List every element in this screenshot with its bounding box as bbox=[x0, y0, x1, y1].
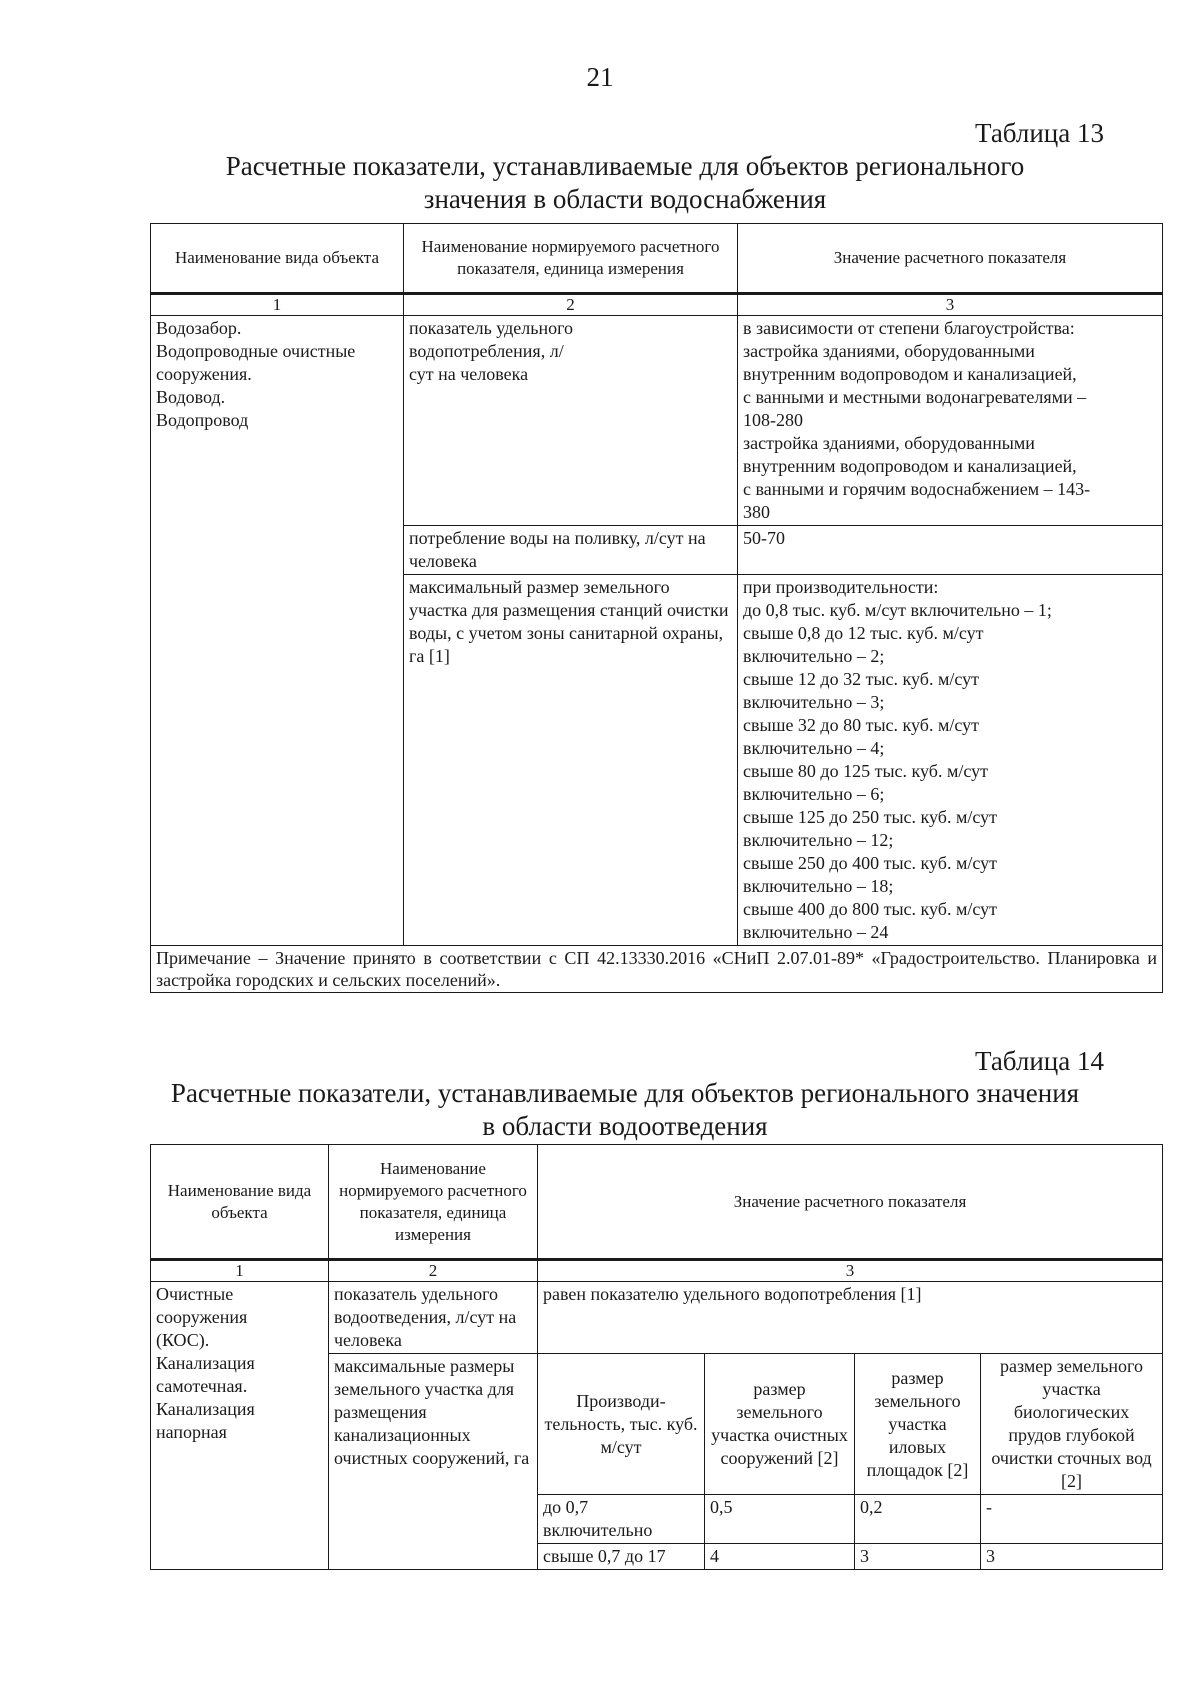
table14-title bbox=[100, 1077, 1150, 1143]
value-line: до 0,8 тыс. куб. м/сут включительно – 1; bbox=[743, 600, 1052, 620]
table13-header-object: Наименование вида объекта bbox=[151, 224, 404, 294]
table13-row2-value bbox=[738, 526, 1163, 575]
value-line: включительно – 6; bbox=[743, 784, 885, 804]
value-line: включительно – 4; bbox=[743, 738, 885, 758]
table13-title-line2: значения в области водоснабжения bbox=[423, 184, 827, 214]
table13-object-line: Водопровод bbox=[156, 410, 249, 430]
page-number: 21 bbox=[586, 62, 614, 92]
table14-subrow2-sludge-area: 3 bbox=[855, 1544, 981, 1570]
table14-row1-indicator: показатель удельного водоотведения, л/сут на человека bbox=[329, 1282, 538, 1354]
table13-object-name bbox=[151, 316, 404, 946]
table14-title-line1: Расчетные показатели, устанавливаемые для объектов регионального значения bbox=[170, 1078, 1080, 1108]
table14-colnum-2: 2 bbox=[329, 1260, 538, 1282]
table13-object-line: Водовод. bbox=[156, 387, 226, 407]
value-line: включительно – 3; bbox=[743, 692, 885, 712]
table13-colnum-2: 2 bbox=[404, 294, 738, 316]
value-line: 108-280 bbox=[743, 410, 803, 430]
table14-header-value: Значение расчетного показателя bbox=[538, 1145, 1163, 1260]
value-line: свыше 250 до 400 тыс. куб. м/сут bbox=[743, 853, 997, 873]
table14-subheader-ponds-area: размер земельного участка биологических прудов глубокой очистки сточных вод [2] bbox=[981, 1354, 1163, 1495]
table13-title bbox=[100, 150, 1150, 216]
table14-object-line: Очистные bbox=[156, 1284, 234, 1304]
table13-colnum-3: 3 bbox=[738, 294, 1163, 316]
value-line: при производительности: bbox=[743, 577, 939, 597]
table14-row1-value: равен показателю удельного водопотребления [1] bbox=[538, 1282, 1163, 1354]
value-line: застройка зданиями, оборудованными bbox=[743, 433, 1035, 453]
table13-row3-indicator: максимальный размер земельного участка для размещения станций очистки воды, с учетом зоны санитарной охраны, га [1] bbox=[404, 575, 738, 946]
value-line: внутренним водопроводом и канализацией, bbox=[743, 364, 1077, 384]
table13-object-line: сооружения. bbox=[156, 364, 252, 384]
table14-subrow2-plant-area: 4 bbox=[705, 1544, 855, 1570]
value-line: в зависимости от степени благоустройства: bbox=[743, 318, 1075, 338]
table13-row2-indicator: потребление воды на поливку, л/сут на человека bbox=[404, 526, 738, 575]
table14-header-indicator: Наименование нормируемого расчетного показателя, единица измерения bbox=[329, 1145, 538, 1260]
table14-object-line: сооружения bbox=[156, 1307, 248, 1327]
value-line: 50-70 bbox=[743, 528, 785, 548]
value-line: включительно – 12; bbox=[743, 830, 894, 850]
table14-colnum-1: 1 bbox=[151, 1260, 329, 1282]
table13-row1-indicator: показатель удельного водопотребления, л/сут на человека bbox=[404, 316, 738, 526]
table14-subheader-sludge-area: размер земельного участка иловых площадок [2] bbox=[855, 1354, 981, 1495]
table13-label: Таблица 13 bbox=[975, 118, 1104, 148]
table14-colnum-3: 3 bbox=[538, 1260, 1163, 1282]
table13-object-line: Водопроводные очистные bbox=[156, 341, 356, 361]
table14-row2-indicator: максимальные размеры земельного участка для размещения канализационных очистных сооружений, га bbox=[329, 1354, 538, 1570]
value-line: застройка зданиями, оборудованными bbox=[743, 341, 1035, 361]
table13-title-line1: Расчетные показатели, устанавливаемые для объектов регионального bbox=[225, 151, 1025, 181]
value-line: свыше 0,8 до 12 тыс. куб. м/сут bbox=[743, 623, 984, 643]
table14-title-line2: в области водоотведения bbox=[482, 1111, 768, 1141]
table14-object-line: (КОС). bbox=[156, 1330, 210, 1350]
table14-object-line: самотечная. bbox=[156, 1376, 248, 1396]
table14-subrow1-plant-area: 0,5 bbox=[705, 1495, 855, 1544]
table14-header-object: Наименование вида объекта bbox=[151, 1145, 329, 1260]
table14-subrow1-ponds-area: - bbox=[981, 1495, 1163, 1544]
table14 bbox=[150, 1144, 1163, 1570]
table14-subheader-capacity: Производи-тельность, тыс. куб. м/сут bbox=[538, 1354, 705, 1495]
value-line: внутренним водопроводом и канализацией, bbox=[743, 456, 1077, 476]
value-line: включительно – 2; bbox=[743, 646, 885, 666]
value-line: свыше 125 до 250 тыс. куб. м/сут bbox=[743, 807, 997, 827]
table13-colnum-1: 1 bbox=[151, 294, 404, 316]
table13-object-line: Водозабор. bbox=[156, 318, 242, 338]
value-line: 380 bbox=[743, 502, 770, 522]
table14-object-line: Канализация bbox=[156, 1353, 255, 1373]
value-line: с ванными и горячим водоснабжением – 143- bbox=[743, 479, 1091, 499]
table13-note: Примечание – Значение принято в соответствии с СП 42.13330.2016 «СНиП 2.07.01-89* «Градостроительство. Планировка и застройка городских и сельских поселений». bbox=[151, 946, 1163, 993]
table13-header-indicator: Наименование нормируемого расчетного показателя, единица измерения bbox=[404, 224, 738, 294]
table14-subrow1-capacity: до 0,7 включительно bbox=[538, 1495, 705, 1544]
value-line: свыше 80 до 125 тыс. куб. м/сут bbox=[743, 761, 988, 781]
table14-object-line: Канализация bbox=[156, 1399, 255, 1419]
table14-subrow2-capacity: свыше 0,7 до 17 bbox=[538, 1544, 705, 1570]
table14-subheader-plant-area: размер земельного участка очистных сооружений [2] bbox=[705, 1354, 855, 1495]
table13-header-value: Значение расчетного показателя bbox=[738, 224, 1163, 294]
table14-object-line: напорная bbox=[156, 1422, 227, 1442]
table13 bbox=[150, 223, 1163, 993]
value-line: свыше 400 до 800 тыс. куб. м/сут bbox=[743, 899, 997, 919]
table13-row1-value bbox=[738, 316, 1163, 526]
table13-row3-value bbox=[738, 575, 1163, 946]
value-line: свыше 32 до 80 тыс. куб. м/сут bbox=[743, 715, 979, 735]
value-line: включительно – 24 bbox=[743, 922, 889, 942]
value-line: включительно – 18; bbox=[743, 876, 894, 896]
table14-subrow1-sludge-area: 0,2 bbox=[855, 1495, 981, 1544]
table14-label: Таблица 14 bbox=[975, 1046, 1104, 1076]
table14-subrow2-ponds-area: 3 bbox=[981, 1544, 1163, 1570]
value-line: с ванными и местными водонагревателями – bbox=[743, 387, 1087, 407]
value-line: свыше 12 до 32 тыс. куб. м/сут bbox=[743, 669, 979, 689]
table14-object-name bbox=[151, 1282, 329, 1570]
